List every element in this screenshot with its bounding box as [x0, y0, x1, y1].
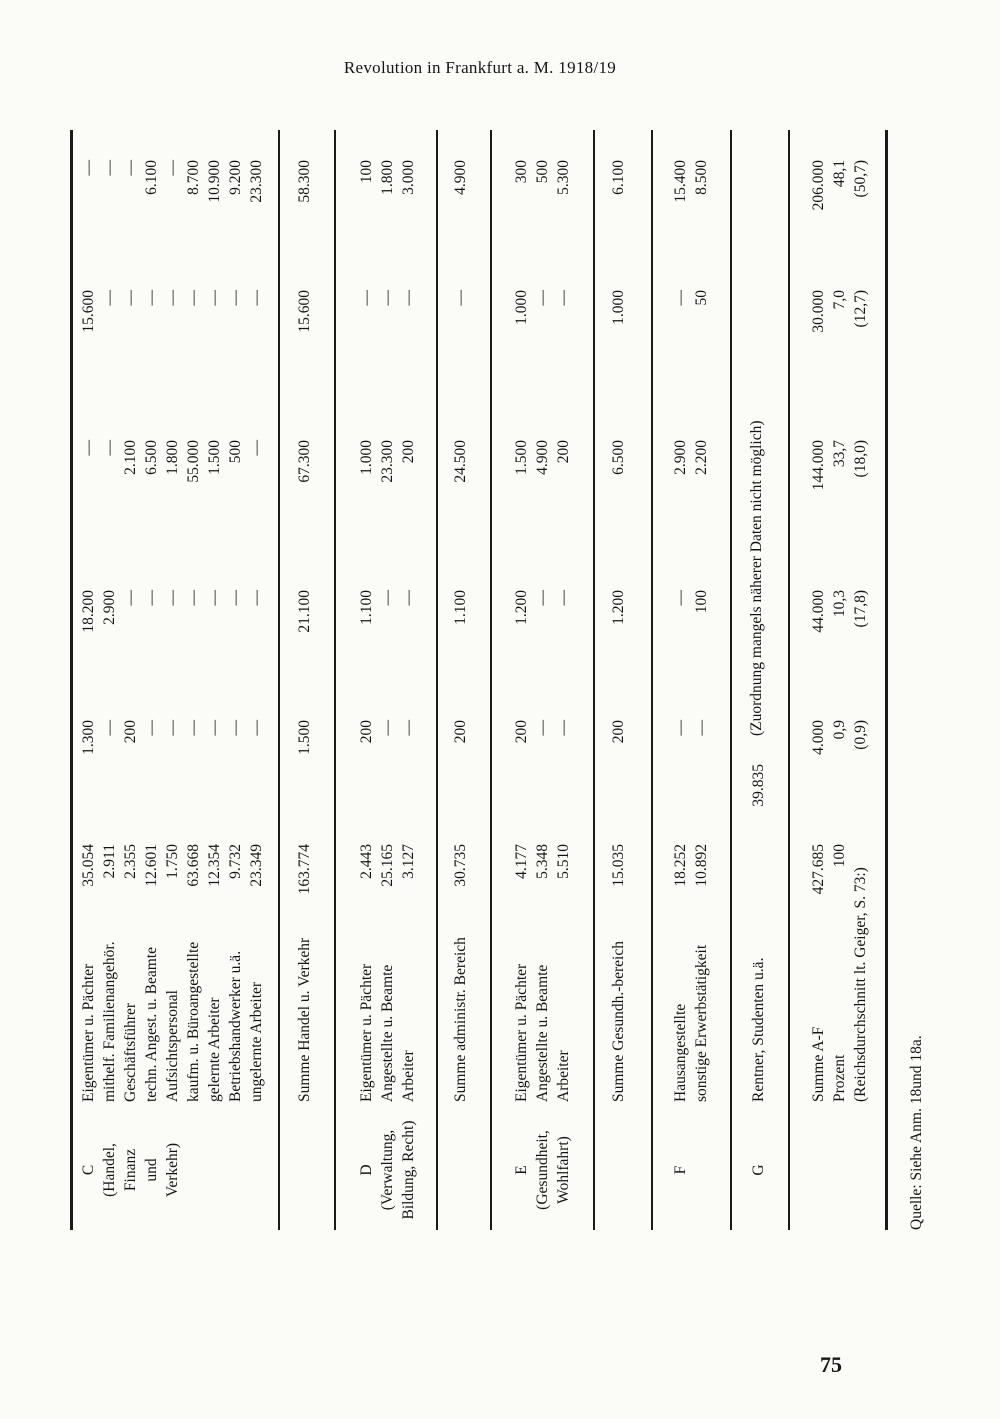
table-cell: —: [400, 720, 417, 736]
value-column: [450, 290, 471, 370]
table-cell: —: [122, 590, 139, 606]
table-cell: 500: [534, 160, 551, 184]
value-column: [294, 160, 315, 240]
table-cell: —: [227, 720, 244, 736]
value-column: [294, 590, 315, 670]
table-cell: 30.000: [810, 290, 827, 333]
source-note: Quelle: Siehe Anm. 18und 18a.: [908, 1035, 925, 1230]
value-column: [294, 440, 315, 520]
table-cell: 67.300: [296, 440, 313, 483]
value-column: [294, 290, 315, 370]
table-cell: —: [80, 160, 97, 176]
value-column: [670, 290, 712, 370]
value-column: [608, 590, 629, 670]
table-cell: 10.900: [206, 160, 223, 203]
table-cell: 3.000: [400, 160, 417, 195]
table-cell: 1.500: [206, 440, 223, 475]
table-cell: (18,0): [852, 440, 869, 478]
value-column: [78, 290, 267, 370]
row-label: gelernte Arbeiter: [206, 997, 223, 1102]
table-cell: 2.911: [101, 844, 118, 879]
table-cell: —: [400, 590, 417, 606]
table-cell: 24.500: [452, 440, 469, 483]
value-column: [294, 720, 315, 800]
table-cell: —: [122, 290, 139, 306]
table-cell: —: [534, 720, 551, 736]
group-d-line: Bildung, Recht): [400, 1120, 417, 1220]
value-column: [808, 160, 871, 240]
group-c-labels: [78, 941, 267, 1102]
table-cell: —: [248, 440, 265, 456]
group-e-sum-label: Summe Gesundh.-bereich: [610, 941, 627, 1102]
table-cell: 1.100: [358, 590, 375, 625]
table-cell: —: [358, 290, 375, 306]
group-d-line: (Verwaltung,: [379, 1129, 396, 1211]
table-cell: —: [206, 720, 223, 736]
group-c-line: und: [143, 1158, 160, 1182]
table-cell: 50: [693, 290, 710, 306]
value-column: [356, 590, 419, 670]
table-cell: 33,7: [831, 440, 848, 468]
page-number: 75: [820, 1352, 842, 1377]
table-cell: —: [452, 290, 469, 306]
value-column: [356, 290, 419, 370]
table-cell: 300: [513, 160, 530, 184]
table-cell: 3.127: [400, 844, 417, 879]
table-cell: 6.500: [610, 440, 627, 475]
table-cell: 0,9: [831, 720, 848, 740]
table-cell: 200: [400, 440, 417, 464]
table-cell: 200: [610, 720, 627, 744]
table-cell: —: [693, 720, 710, 736]
group-e-labels: [511, 964, 574, 1102]
rule-d-sum: [436, 130, 438, 1230]
value-column: [808, 590, 871, 670]
table-cell: 55.000: [185, 440, 202, 483]
table-cell: 6.500: [143, 440, 160, 475]
rule-d: [334, 130, 336, 1230]
row-label: Angestellte u. Beamte: [379, 964, 396, 1102]
value-column: [78, 160, 267, 240]
table-cell: 1.800: [379, 160, 396, 195]
table-cell: 15.035: [610, 844, 627, 887]
row-label: ungelernte Arbeiter: [248, 981, 265, 1102]
value-column: [808, 290, 871, 370]
group-d-labels: [356, 964, 419, 1102]
table-cell: —: [185, 720, 202, 736]
group-g-label: Rentner, Studenten u.ä.: [750, 957, 767, 1102]
value-column: [450, 160, 471, 240]
table-cell: —: [227, 590, 244, 606]
table-cell: 1.100: [452, 590, 469, 625]
rotated-table: [70, 130, 925, 1230]
value-column: [511, 290, 574, 370]
table-cell: —: [101, 160, 118, 176]
table-cell: 2.900: [672, 440, 689, 475]
table-cell: 200: [122, 720, 139, 744]
rule-g: [730, 130, 732, 1230]
table-cell: 15.600: [80, 290, 97, 333]
table-cell: —: [534, 590, 551, 606]
group-d-code: D: [358, 1164, 375, 1176]
row-label: Hausangestellte: [672, 1003, 689, 1102]
table-cell: —: [672, 590, 689, 606]
group-c-line: Finanz: [122, 1148, 139, 1192]
table-cell: 10,3: [831, 590, 848, 618]
row-label: Arbeiter: [555, 1050, 572, 1102]
table-cell: —: [555, 590, 572, 606]
group-f-code: F: [672, 1165, 689, 1175]
value-column: [450, 720, 471, 800]
table-cell: 427.685: [810, 844, 827, 895]
table-cell: 100: [358, 160, 375, 184]
table-cell: 58.300: [296, 160, 313, 203]
table-cell: 2.355: [122, 844, 139, 879]
group-e-code: E: [513, 1165, 530, 1175]
table-cell: —: [248, 290, 265, 306]
table-cell: 100: [831, 844, 848, 868]
table-cell: —: [206, 590, 223, 606]
value-column: [608, 440, 629, 520]
table-cell: 100: [693, 590, 710, 614]
value-column: [511, 720, 574, 800]
rule-e-sum: [593, 130, 595, 1230]
table-cell: —: [143, 290, 160, 306]
table-cell: —: [122, 160, 139, 176]
table-cell: 9.732: [227, 844, 244, 879]
table-cell: 15.600: [296, 290, 313, 333]
row-label: Angestellte u. Beamte: [534, 964, 551, 1102]
table-cell: 18.200: [80, 590, 97, 633]
value-column: [78, 720, 267, 800]
table-cell: 4.000: [810, 720, 827, 755]
table-cell: 21.100: [296, 590, 313, 633]
group-c-sum-label: Summe Handel u. Verkehr: [296, 937, 313, 1102]
rule-totals: [788, 130, 790, 1230]
value-column: [608, 844, 629, 924]
table-cell: 12.354: [206, 844, 223, 887]
group-c-code: C: [80, 1164, 97, 1176]
table-cell: —: [143, 590, 160, 606]
value-column: [356, 844, 419, 924]
row-label: kaufm. u. Büroangestellte: [185, 941, 202, 1102]
value-column: [356, 720, 419, 800]
table-cell: —: [400, 290, 417, 306]
table-cell: 25.165: [379, 844, 396, 887]
table-cell: (0,9): [852, 720, 869, 750]
group-g-code: G: [750, 1164, 767, 1176]
group-g-value: 39.835: [750, 764, 767, 807]
value-column: [450, 440, 471, 520]
table-cell: 1.200: [610, 590, 627, 625]
table-cell: —: [379, 720, 396, 736]
value-column: [511, 844, 574, 924]
table-cell: (17,8): [852, 590, 869, 628]
row-label: sonstige Erwerbstätigkeit: [693, 944, 710, 1102]
table-cell: 5.300: [555, 160, 572, 195]
value-column: [78, 844, 267, 924]
table-cell: 23.300: [379, 440, 396, 483]
table-cell: 2.443: [358, 844, 375, 879]
value-column: [511, 440, 574, 520]
table-cell: 500: [227, 440, 244, 464]
row-label: Eigentümer u. Pächter: [513, 963, 530, 1102]
rule-e: [490, 130, 492, 1230]
table-cell: —: [534, 290, 551, 306]
table-cell: —: [185, 290, 202, 306]
value-column: [808, 720, 871, 800]
value-column: [356, 440, 419, 520]
table-cell: 1.500: [513, 440, 530, 475]
row-label: Aufsichtspersonal: [164, 990, 181, 1102]
table-cell: 5.348: [534, 844, 551, 879]
row-label: Betriebshandwerker u.ä.: [227, 950, 244, 1102]
value-column: [78, 440, 267, 520]
group-d-sum-label: Summe administr. Bereich: [452, 937, 469, 1102]
rule-f: [651, 130, 653, 1230]
table-cell: 1.500: [296, 720, 313, 755]
table-cell: 1.200: [513, 590, 530, 625]
table-cell: 206.000: [810, 160, 827, 211]
value-column: [808, 844, 871, 924]
value-column: [450, 590, 471, 670]
row-label: Geschäftsführer: [122, 1003, 139, 1102]
table-cell: —: [555, 720, 572, 736]
row-label: Eigentümer u. Pächter: [358, 963, 375, 1102]
table-cell: 5.510: [555, 844, 572, 879]
totals-label: Prozent: [831, 1054, 848, 1102]
group-f-labels: [670, 945, 712, 1102]
table-cell: —: [206, 290, 223, 306]
row-label: techn. Angest. u. Beamte: [143, 947, 160, 1102]
table-cell: —: [555, 290, 572, 306]
table-cell: 200: [513, 720, 530, 744]
totals-label: (Reichsdurchschnitt lt. Geiger, S. 73:): [852, 867, 869, 1102]
value-column: [450, 844, 471, 924]
group-c-line: (Handel,: [101, 1143, 118, 1197]
value-column: [670, 720, 712, 800]
table-cell: —: [248, 590, 265, 606]
group-e-name: [511, 1110, 574, 1230]
table-cell: —: [185, 590, 202, 606]
table-cell: —: [164, 290, 181, 306]
totals-label: Summe A-F: [810, 1026, 827, 1102]
table-cell: 2.900: [101, 590, 118, 625]
table-cell: 10.892: [693, 844, 710, 887]
row-label: mithelf. Familienangehör.: [101, 941, 118, 1102]
rule-c-sum: [278, 130, 280, 1230]
value-column: [608, 160, 629, 240]
table-cell: —: [101, 440, 118, 456]
table-cell: —: [379, 290, 396, 306]
value-column: [670, 590, 712, 670]
table-cell: 23.349: [248, 844, 265, 887]
table-cell: —: [101, 720, 118, 736]
table-cell: 63.668: [185, 844, 202, 887]
table-cell: —: [227, 290, 244, 306]
value-column: [670, 844, 712, 924]
table-cell: 7,0: [831, 290, 848, 310]
table-cell: —: [80, 440, 97, 456]
table-cell: 1.750: [164, 844, 181, 879]
value-column: [78, 590, 267, 670]
table-cell: 1.300: [80, 720, 97, 755]
table-cell: —: [672, 290, 689, 306]
table-cell: 15.400: [672, 160, 689, 203]
value-column: [511, 160, 574, 240]
table-cell: 18.252: [672, 844, 689, 887]
table-cell: 30.735: [452, 844, 469, 887]
table-cell: (12,7): [852, 290, 869, 328]
value-column: [511, 590, 574, 670]
table-cell: 6.100: [143, 160, 160, 195]
table-cell: —: [164, 720, 181, 736]
table-cell: 4.177: [513, 844, 530, 879]
group-c-name: [78, 1110, 183, 1230]
table-cell: 200: [358, 720, 375, 744]
group-e-line: Wohlfahrt): [555, 1136, 572, 1204]
table-cell: 1.000: [610, 290, 627, 325]
group-d-name: [356, 1110, 419, 1230]
table-cell: 6.100: [610, 160, 627, 195]
table-cell: 8.500: [693, 160, 710, 195]
table-cell: 8.700: [185, 160, 202, 195]
group-e-line: (Gesundheit,: [534, 1130, 551, 1210]
table-cell: —: [101, 290, 118, 306]
value-column: [608, 720, 629, 800]
running-head: Revolution in Frankfurt a. M. 1918/19: [343, 58, 617, 77]
value-column: [670, 440, 712, 520]
table-cell: (50,7): [852, 160, 869, 198]
rule-top: [70, 130, 73, 1230]
table-cell: 48,1: [831, 160, 848, 188]
table-cell: 1.000: [513, 290, 530, 325]
table-cell: —: [672, 720, 689, 736]
table-cell: 200: [452, 720, 469, 744]
table-cell: 35.054: [80, 844, 97, 887]
value-column: [294, 844, 315, 924]
value-column: [356, 160, 419, 240]
table-cell: 4.900: [534, 440, 551, 475]
row-label: Eigentümer u. Pächter: [80, 963, 97, 1102]
table-cell: 23.300: [248, 160, 265, 203]
table-cell: —: [164, 590, 181, 606]
table-cell: —: [164, 160, 181, 176]
table-cell: —: [379, 590, 396, 606]
value-column: [808, 440, 871, 520]
table-cell: 2.200: [693, 440, 710, 475]
group-g-note: (Zuordnung mangels näherer Daten nicht möglich): [748, 420, 765, 736]
rule-bottom: [885, 130, 888, 1230]
table-cell: 9.200: [227, 160, 244, 195]
value-column: [608, 290, 629, 370]
table-cell: 4.900: [452, 160, 469, 195]
table-cell: [850, 844, 871, 924]
value-column: [670, 160, 712, 240]
table-cell: 144.000: [810, 440, 827, 491]
table-cell: 200: [555, 440, 572, 464]
table-cell: 12.601: [143, 844, 160, 887]
group-c-line: Verkehr): [164, 1142, 181, 1198]
table-cell: —: [248, 720, 265, 736]
table-cell: 1.000: [358, 440, 375, 475]
row-label: Arbeiter: [400, 1050, 417, 1102]
table-cell: 2.100: [122, 440, 139, 475]
table-cell: —: [143, 720, 160, 736]
table-cell: 163.774: [296, 844, 313, 895]
table-cell: 1.800: [164, 440, 181, 475]
table-cell: 44.000: [810, 590, 827, 633]
